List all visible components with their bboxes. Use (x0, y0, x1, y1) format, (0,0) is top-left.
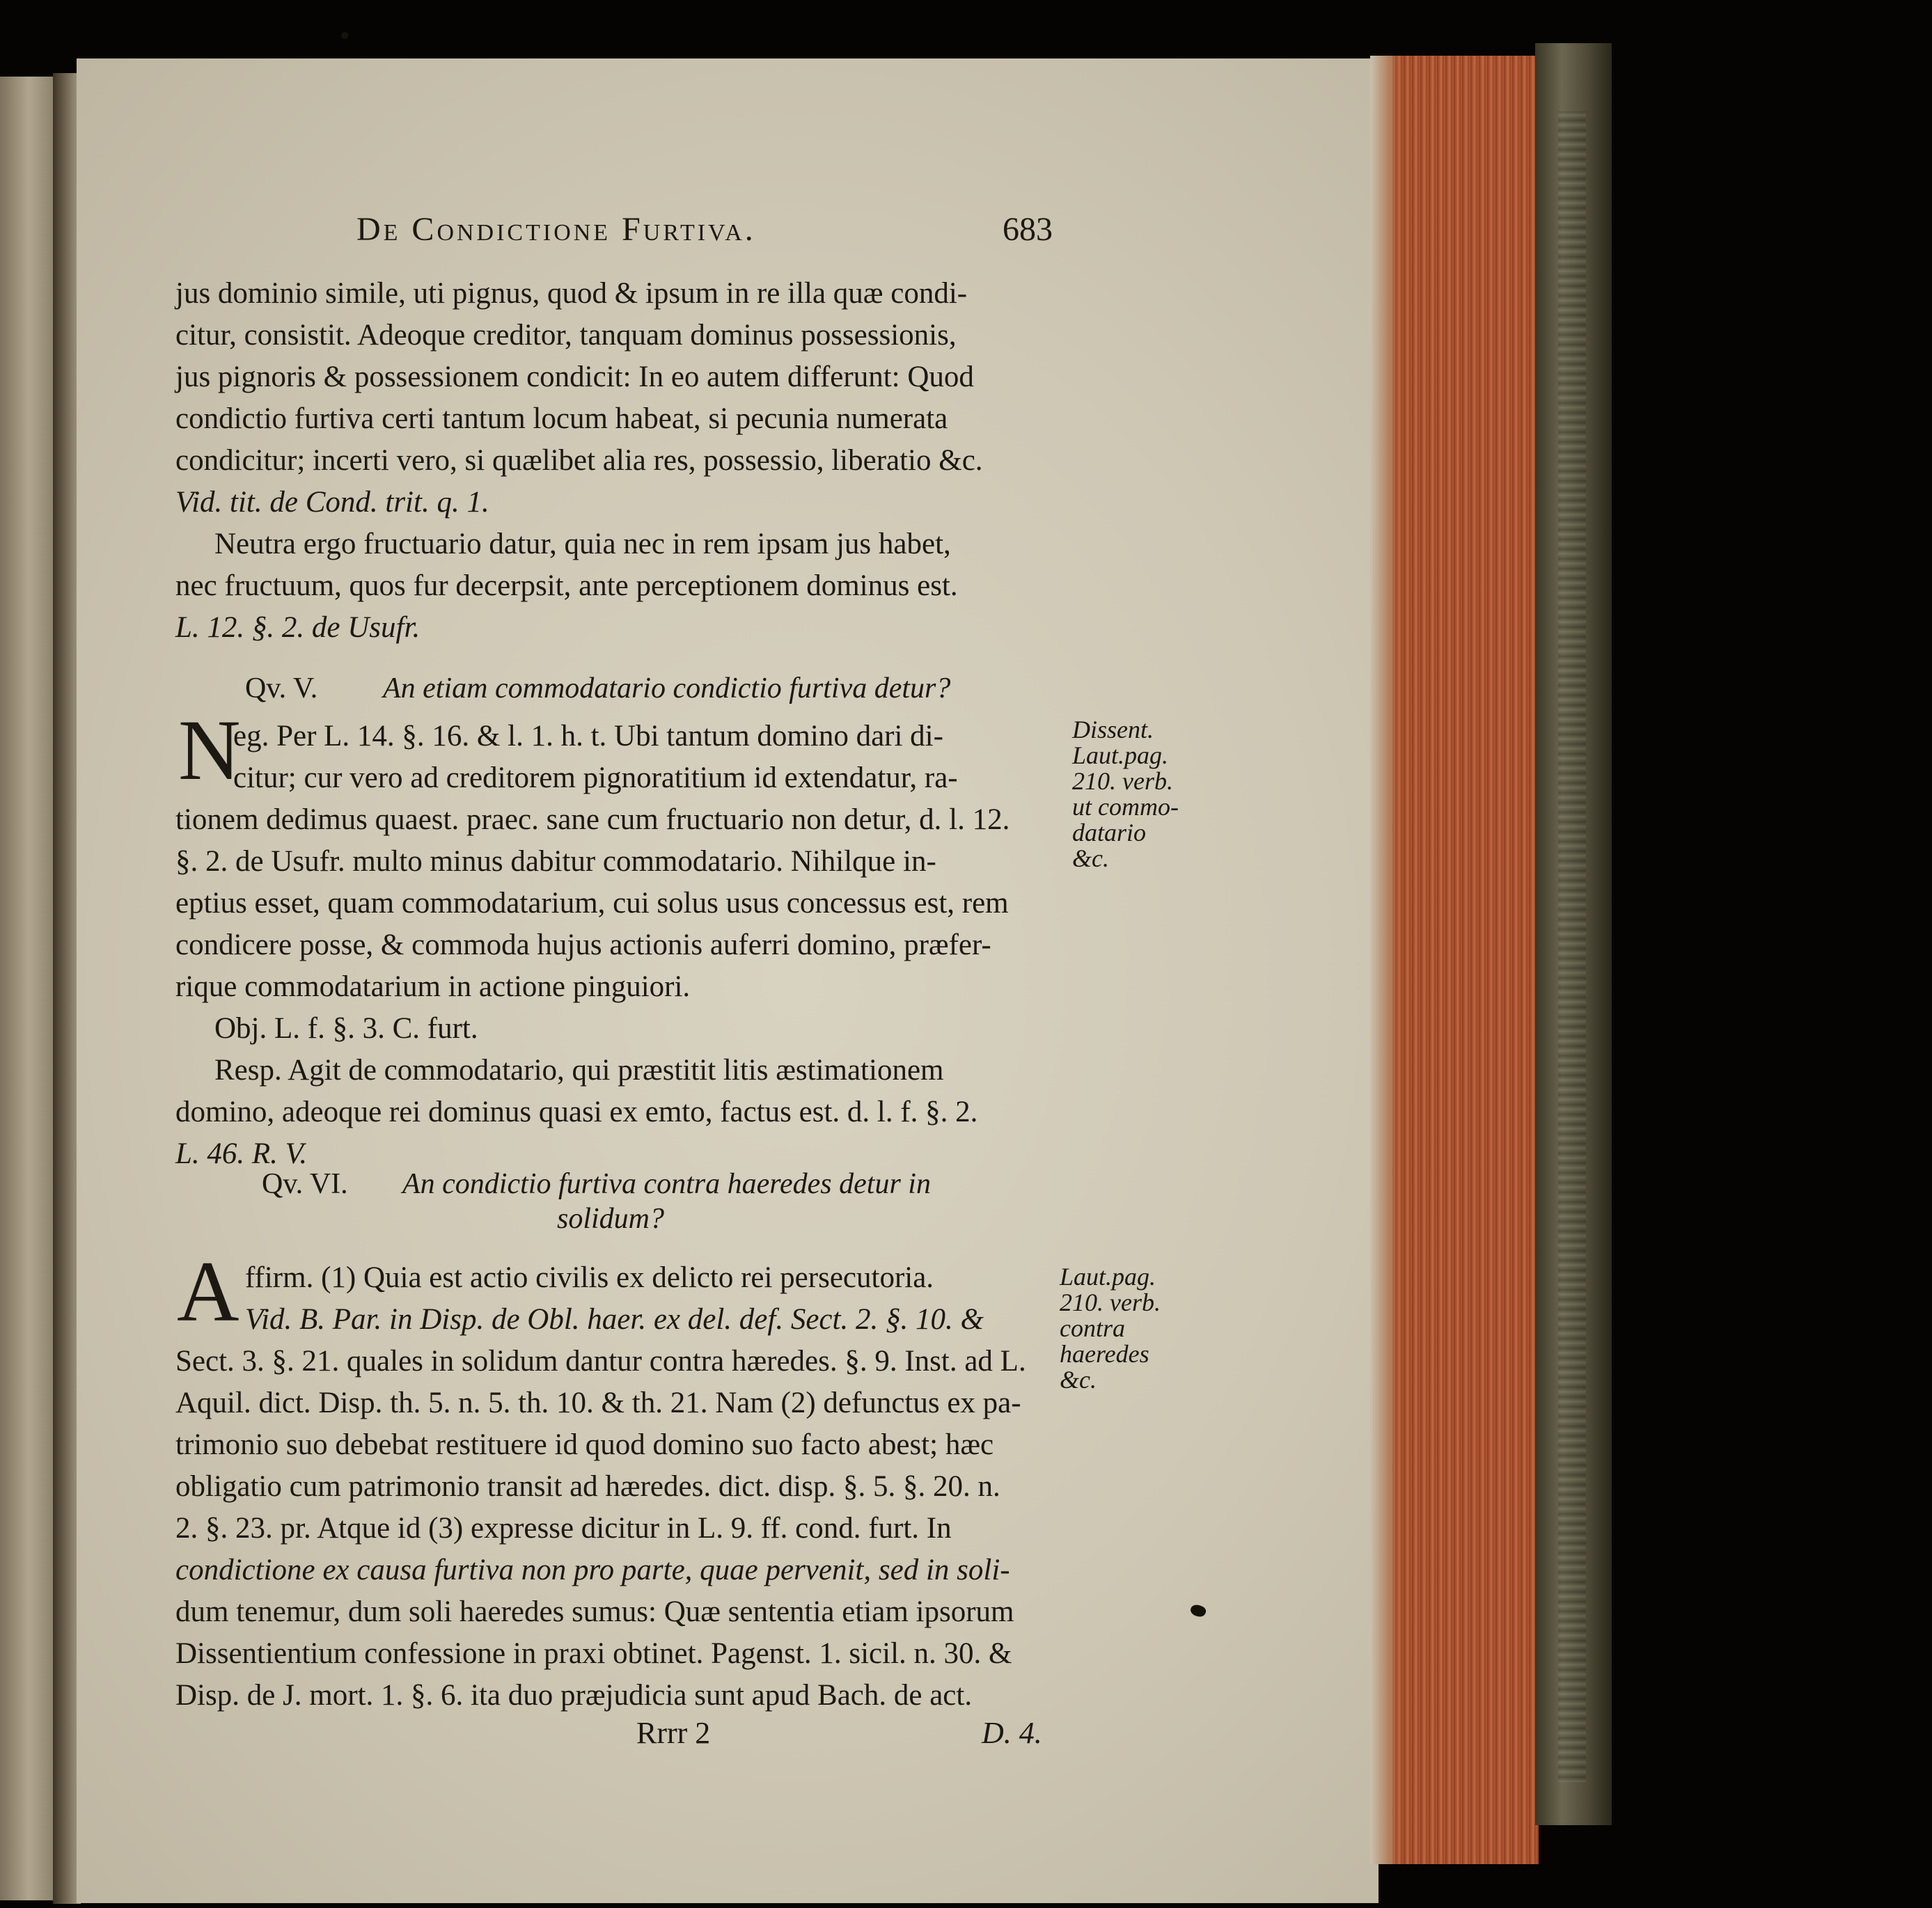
text-line: eg. Per L. 14. §. 16. & l. 1. h. t. Ubi tantum domino dari di- (233, 720, 943, 752)
page-number: 683 (1003, 211, 1053, 248)
text-line: obligatio cum patrimonio transit ad hæredes. dict. disp. §. 5. §. 20. n. (175, 1470, 1000, 1503)
text-line: tionem dedimus quaest. praec. sane cum fructuario non detur, d. l. 12. (175, 803, 1010, 836)
text-line: 2. §. 23. pr. Atque id (3) expresse dicitur in L. 9. ff. cond. furt. In (175, 1512, 952, 1545)
drop-cap: N (178, 702, 241, 798)
question-text: An condictio furtiva contra haeredes detur in (402, 1168, 931, 1200)
text-line: citur, consistit. Adeoque creditor, tanquam dominus possessionis, (175, 319, 957, 352)
text-line: Obj. L. f. §. 3. C. furt. (214, 1012, 478, 1045)
text-line: Aquil. dict. Disp. th. 5. n. 5. th. 10. & th. 21. Nam (2) defunctus ex pa- (175, 1387, 1021, 1419)
text-line: condictio furtiva certi tantum locum habeat, si pecunia numerata (175, 402, 948, 435)
text-line: dum tenemur, dum soli haeredes sumus: Quæ sententia etiam ipsorum (175, 1595, 1014, 1628)
question-text: solidum? (557, 1203, 665, 1235)
text-line: condicitur; incerti vero, si quælibet alia res, possessio, liberatio &c. (175, 444, 983, 477)
text-line: Vid. tit. de Cond. trit. q. 1. (175, 486, 489, 519)
red-page-edges (1370, 56, 1539, 1864)
text-line: eptius esset, quam commodatarium, cui solus usus concessus est, rem (175, 887, 1009, 920)
running-header: De Condictione Furtiva. (356, 211, 756, 248)
catchword: D. 4. (982, 1716, 1042, 1750)
text-line: rique commodatarium in actione pinguiori. (175, 970, 691, 1003)
text-line: Vid. B. Par. in Disp. de Obl. haer. ex del. def. Sect. 2. §. 10. & (245, 1303, 984, 1336)
margin-note: Dissent. Laut.pag. 210. verb. ut commo- datario &c. (1072, 716, 1179, 872)
question-label: Qv. V. (245, 672, 318, 704)
left-page-edge (0, 77, 53, 1900)
text-line: jus dominio simile, uti pignus, quod & ipsum in re illa quæ condi- (175, 277, 968, 310)
text-line: condicere posse, & commoda hujus actionis auferri domino, præfer- (175, 929, 991, 961)
text-line: §. 2. de Usufr. multo minus dabitur commodatario. Nihilque in- (175, 845, 936, 878)
text-line: domino, adeoque rei dominus quasi ex emto, factus est. d. l. f. §. 2. (175, 1096, 978, 1128)
text-line: citur; cur vero ad creditorem pignoratitium id extendatur, ra- (233, 762, 958, 794)
question-text: An etiam commodatario condictio furtiva detur? (383, 672, 951, 704)
signature-mark: Rrrr 2 (636, 1716, 711, 1750)
text-line: Sect. 3. §. 21. quales in solidum dantur contra hæredes. §. 9. Inst. ad L. (175, 1345, 1026, 1378)
text-line: ffirm. (1) Quia est actio civilis ex delicto rei persecutoria. (245, 1261, 934, 1294)
cover-texture (1558, 111, 1586, 1782)
text-line: trimonio suo debebat restituere id quod domino suo facto abest; hæc (175, 1428, 994, 1461)
drop-cap: A (177, 1244, 239, 1339)
text-line: Disp. de J. mort. 1. §. 6. ita duo præjudicia sunt apud Bach. de act. (175, 1679, 973, 1712)
text-line: jus pignoris & possessionem condicit: In eo autem differunt: Quod (175, 361, 974, 393)
text-line: nec fructuum, quos fur decerpsit, ante perceptionem dominus est. (175, 569, 958, 602)
question-label: Qv. VI. (262, 1168, 348, 1200)
text-line: L. 12. §. 2. de Usufr. (175, 611, 421, 644)
text-line: L. 46. R. V. (175, 1137, 308, 1170)
text-line: condictione ex causa furtiva non pro parte, quae pervenit, sed in soli- (175, 1554, 1010, 1586)
margin-note: Laut.pag. 210. verb. contra haeredes &c. (1060, 1263, 1161, 1394)
text-line: Neutra ergo fructuario datur, quia nec in rem ipsam jus habet, (214, 528, 951, 560)
text-line: Resp. Agit de commodatario, qui præstitit litis æstimationem (214, 1054, 944, 1087)
ink-blot (340, 31, 350, 40)
text-line: Dissentientium confessione in praxi obtinet. Pagenst. 1. sicil. n. 30. & (175, 1637, 1012, 1670)
